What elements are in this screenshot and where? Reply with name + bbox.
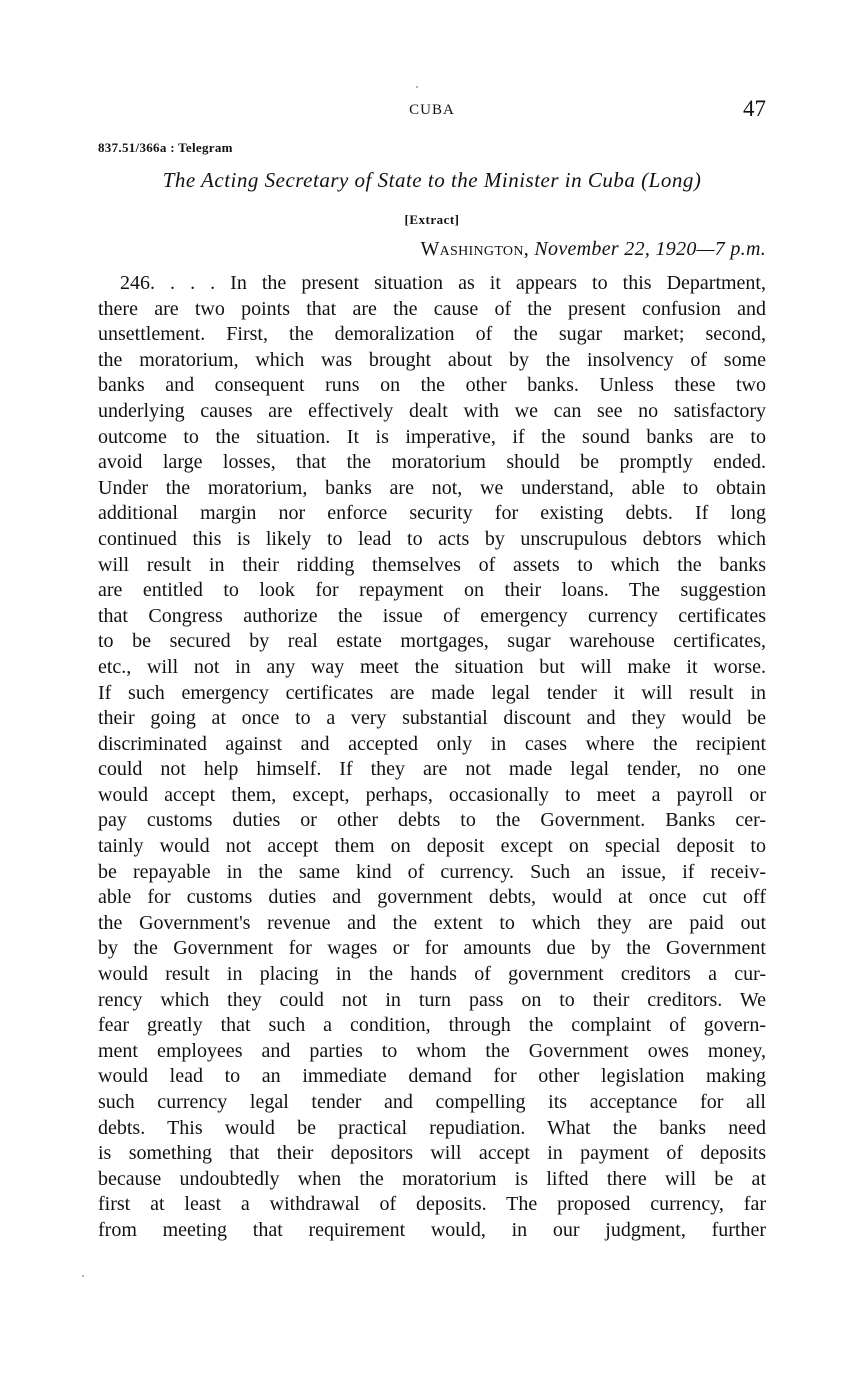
- page-number: 47: [743, 96, 766, 121]
- dateline-place: Washington,: [420, 238, 530, 260]
- document-title: [98, 168, 766, 193]
- body-line: their going at once to a very substantial discount and they would be: [98, 707, 766, 730]
- body-line: Under the moratorium, banks are not, we understand, able to obtain: [98, 476, 766, 499]
- body-line: pay customs duties or other debts to the Government. Banks cer-: [98, 809, 766, 832]
- dateline-date: November 22, 1920—7 p.m.: [534, 238, 766, 260]
- body-line: unsettlement. First, the demoralization of the sugar market; second,: [98, 323, 766, 346]
- document-title-main: The Acting Secretary of State to the Minister in Cuba: [162, 168, 636, 192]
- body-line: 246. . . . In the present situation as it appears to this Department,: [120, 272, 766, 294]
- body-line: will result in their ridding themselves of assets to which the banks: [98, 553, 766, 576]
- body-line: are entitled to look for repayment on their loans. The suggestion: [98, 579, 766, 602]
- body-line: first at least a withdrawal of deposits. The proposed currency, far: [98, 1193, 766, 1216]
- body-line: by the Government for wages or for amounts due by the Government: [98, 937, 766, 960]
- scan-speck: [416, 86, 418, 88]
- body-line: banks and consequent runs on the other banks. Unless these two: [98, 374, 766, 397]
- body-line: the Government's revenue and the extent to which they are paid out: [98, 911, 766, 934]
- body-line: from meeting that requirement would, in our judgment, further: [98, 1218, 766, 1241]
- dateline: [420, 238, 766, 261]
- body-line: If such emergency certificates are made legal tender it will result in: [98, 681, 766, 704]
- body-line: debts. This would be practical repudiation. What the banks need: [98, 1116, 766, 1139]
- body-line: the moratorium, which was brought about by the insolvency of some: [98, 348, 766, 371]
- running-head: [98, 96, 766, 126]
- body-line: continued this is likely to lead to acts by unscrupulous debtors which: [98, 527, 766, 550]
- running-title: CUBA: [409, 102, 455, 118]
- body-line: additional margin nor enforce security for existing debts. If long: [98, 502, 766, 525]
- body-line: outcome to the situation. It is imperative, if the sound banks are to: [98, 425, 766, 448]
- body-line: would lead to an immediate demand for other legislation making: [98, 1065, 766, 1088]
- body-line: avoid large losses, that the moratorium should be promptly ended.: [98, 451, 766, 474]
- body-line: able for customs duties and government debts, would at once cut off: [98, 886, 766, 909]
- body-line: would accept them, except, perhaps, occasionally to meet a payroll or: [98, 783, 766, 806]
- body-line: rency which they could not in turn pass on to their creditors. We: [98, 988, 766, 1011]
- body-line: such currency legal tender and compelling its acceptance for all: [98, 1091, 766, 1113]
- body-line: ment employees and parties to whom the Government owes money,: [98, 1039, 766, 1062]
- body-line: could not help himself. If they are not made legal tender, no one: [98, 758, 766, 781]
- document-title-recipient: (Long): [641, 168, 702, 192]
- body-line: that Congress authorize the issue of emergency currency certificates: [98, 604, 766, 627]
- telegram-body: [98, 271, 766, 1244]
- body-line: tainly would not accept them on deposit except on special deposit to: [98, 835, 766, 858]
- body-line: is something that their depositors will accept in payment of deposits: [98, 1142, 766, 1165]
- body-line: because undoubtedly when the moratorium is lifted there will be at: [98, 1167, 766, 1190]
- body-line: underlying causes are effectively dealt with we can see no satisfactory: [98, 399, 766, 422]
- body-line: etc., will not in any way meet the situation but will make it worse.: [98, 655, 766, 678]
- scan-speck: [82, 1275, 84, 1277]
- body-line: fear greatly that such a condition, through the complaint of govern-: [98, 1014, 766, 1037]
- file-reference: 837.51/366a : Telegram: [98, 140, 233, 155]
- body-line: there are two points that are the cause of the present confusion and: [98, 297, 766, 320]
- extract-label: [Extract]: [404, 212, 460, 227]
- body-line: would result in placing in the hands of government creditors a cur-: [98, 963, 766, 986]
- body-line: be repayable in the same kind of currency. Such an issue, if receiv-: [98, 860, 766, 883]
- body-line: to be secured by real estate mortgages, sugar warehouse certificates,: [98, 630, 766, 653]
- body-line: discriminated against and accepted only in cases where the recipient: [98, 732, 766, 755]
